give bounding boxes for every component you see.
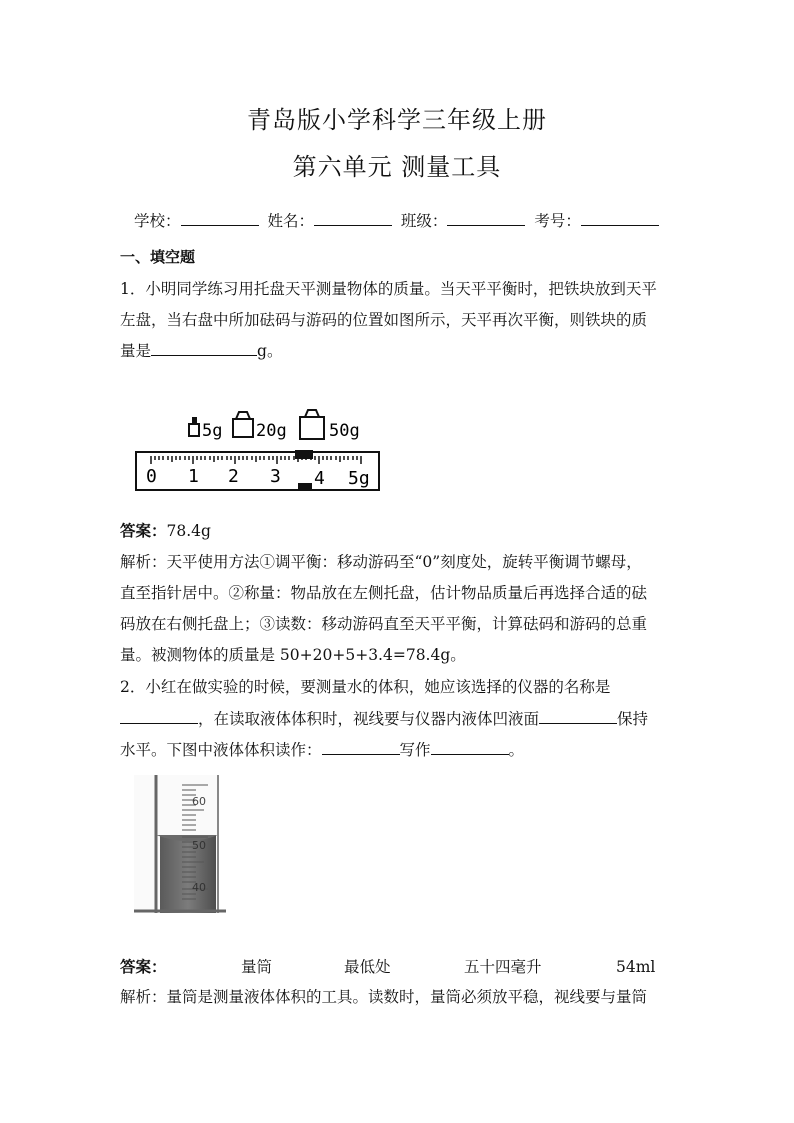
q1-answer-value: 78.4g: [166, 522, 211, 540]
weight-20g-icon: [233, 412, 253, 437]
weight-50g-label: 50g: [329, 421, 360, 441]
section-heading: 一、填空题: [120, 248, 196, 266]
q1-answer-label: 答案：: [120, 522, 167, 540]
weight-20g-label: 20g: [256, 421, 287, 441]
cylinder-label-50: 50: [192, 839, 206, 852]
rider-bottom-marker: [298, 483, 312, 491]
q2-line-2: [120, 704, 648, 734]
q2-blank-read-as[interactable]: [322, 736, 400, 755]
q1-explanation-1: 解析：天平使用方法①调平衡：移动游码至“0”刻度处，旋转平衡调节螺母，: [120, 553, 642, 571]
q2-blank-written-as[interactable]: [431, 736, 509, 755]
name-blank[interactable]: [314, 207, 392, 226]
q2-line-1: 2．小红在做实验的时候，要测量水的体积，她应该选择的仪器的名称是: [120, 678, 611, 696]
q2-answer-1: 量筒: [241, 958, 273, 976]
q2-line-3-end: 。: [508, 741, 525, 759]
q2-line-2-mid: ，在读取液体体积时，视线要与仪器内液体凹液面: [198, 710, 540, 728]
q1-line-3-post: g。: [257, 342, 283, 360]
q1-line-3-pre: 量是: [120, 342, 152, 360]
q2-line-2-end: 保持: [617, 710, 649, 728]
weight-5g-icon: [189, 417, 199, 436]
q2-blank-instrument[interactable]: [120, 705, 198, 724]
q1-answer-blank[interactable]: [151, 337, 257, 356]
q1-line-1: 1．小明同学练习用托盘天平测量物体的质量。当天平平衡时，把铁块放到天平: [120, 280, 657, 298]
exam-no-label: 考号：: [534, 212, 581, 230]
q2-line-3: [120, 735, 524, 765]
q1-explanation-4: 量。被测物体的质量是 50+20+5+3.4=78.4g。: [120, 646, 466, 664]
q2-blank-meniscus[interactable]: [539, 705, 617, 724]
tick-label-0: 0: [146, 466, 157, 487]
page-subtitle: 第六单元 测量工具: [292, 153, 502, 181]
q2-answer-3: 五十四毫升: [464, 958, 542, 976]
exam-no-blank[interactable]: [581, 207, 659, 226]
class-blank[interactable]: [447, 207, 525, 226]
q1-explanation-3: 码放在右侧托盘上；③读数：移动游码直至天平平衡，计算砝码和游码的总重: [120, 615, 648, 633]
tick-label-5g: 5g: [348, 468, 370, 489]
beam-ticks: [151, 456, 361, 464]
tick-label-3: 3: [270, 466, 281, 487]
tick-label-2: 2: [228, 466, 239, 487]
cylinder-label-60: 60: [192, 795, 206, 808]
student-info-row: [134, 207, 659, 231]
q2-line-3-mid: 写作: [399, 741, 431, 759]
tick-label-4: 4: [314, 468, 325, 489]
name-label: 姓名：: [267, 212, 314, 230]
weight-5g-label: 5g: [202, 421, 223, 441]
q1-explanation-2: 直至指针居中。②称量：物品放在左侧托盘，估计物品质量后再选择合适的砝: [120, 584, 648, 602]
tick-label-1: 1: [188, 466, 199, 487]
q2-line-3-pre: 水平。下图中液体体积读作：: [120, 741, 322, 759]
school-blank[interactable]: [181, 207, 259, 226]
q1-answer-row: [120, 516, 211, 546]
q1-line-2: 左盘，当右盘中所加砝码与游码的位置如图所示，天平再次平衡，则铁块的质: [120, 311, 648, 329]
page-title: 青岛版小学科学三年级上册: [247, 106, 547, 134]
weight-50g-icon: [300, 410, 324, 439]
school-label: 学校：: [134, 212, 181, 230]
q2-explanation-1: 解析：量筒是测量液体体积的工具。读数时，量筒必须放平稳，视线要与量筒: [120, 988, 648, 1006]
balance-scale-figure: [130, 400, 385, 495]
q2-answer-label: [120, 952, 167, 982]
q2-answer-label-text: 答案：: [120, 958, 167, 976]
cylinder-label-40: 40: [192, 881, 206, 894]
graduated-cylinder-figure: [130, 775, 230, 915]
rider-top-marker: [295, 450, 313, 459]
class-label: 班级：: [400, 212, 448, 230]
q2-answer-4: 54ml: [616, 958, 656, 976]
q1-line-3: [120, 336, 282, 366]
q2-answer-2: 最低处: [344, 958, 391, 976]
beam-tick-labels: [146, 466, 370, 489]
